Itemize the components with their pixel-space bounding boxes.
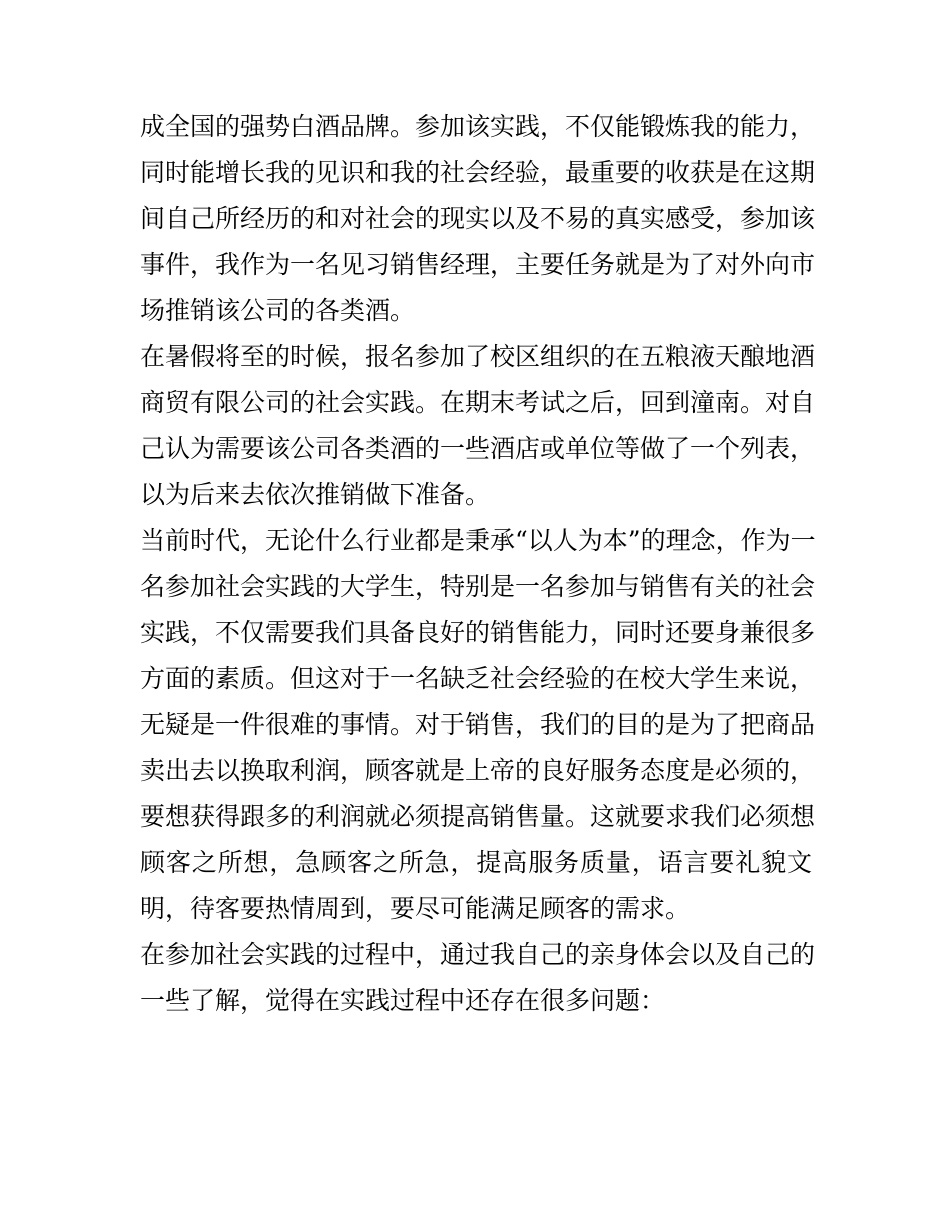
text-line: 以为后来去依次推销做下准备。: [140, 480, 491, 509]
text-line: 名参加社会实践的大学生，特别是一名参加与销售有关的社会: [140, 572, 816, 601]
text-line: 一些了解，觉得在实践过程中还存在很多问题：: [140, 986, 666, 1015]
text-line: 顾客之所想，急顾客之所急，提高服务质量，语言要礼貌文: [140, 848, 812, 877]
text-line: 同时能增长我的见识和我的社会经验，最重要的收获是在这期: [140, 158, 816, 187]
text-line: 在参加社会实践的过程中，通过我自己的亲身体会以及自己的: [140, 940, 816, 969]
text-line: 在暑假将至的时候，报名参加了校区组织的在五粮液天酿地酒: [140, 342, 816, 371]
text-line: 方面的素质。但这对于一名缺乏社会经验的在校大学生来说，: [140, 664, 816, 693]
text-line: 商贸有限公司的社会实践。在期末考试之后，回到潼南。对自: [140, 388, 816, 417]
text-line: 成全国的强势白酒品牌。参加该实践，不仅能锻炼我的能力，: [140, 112, 816, 141]
text-line: 己认为需要该公司各类酒的一些酒店或单位等做了一个列表，: [140, 434, 816, 463]
text-line: 事件，我作为一名见习销售经理，主要任务就是为了对外向市: [140, 250, 816, 279]
text-line: 要想获得跟多的利润就必须提高销售量。这就要求我们必须想: [140, 802, 816, 831]
text-line: 明，待客要热情周到，要尽可能满足顾客的需求。: [140, 894, 691, 923]
text-line: 实践，不仅需要我们具备良好的销售能力，同时还要身兼很多: [140, 618, 816, 647]
text-line: 场推销该公司的各类酒。: [140, 296, 416, 325]
text-line: 无疑是一件很难的事情。对于销售，我们的目的是为了把商品: [140, 710, 816, 739]
text-line: 当前时代，无论什么行业都是秉承“以人为本”的理念，作为一: [140, 526, 816, 555]
text-line: 卖出去以换取利润，顾客就是上帝的良好服务态度是必须的，: [140, 756, 816, 785]
document-body: [140, 104, 816, 1024]
text-line: 间自己所经历的和对社会的现实以及不易的真实感受，参加该: [140, 204, 816, 233]
